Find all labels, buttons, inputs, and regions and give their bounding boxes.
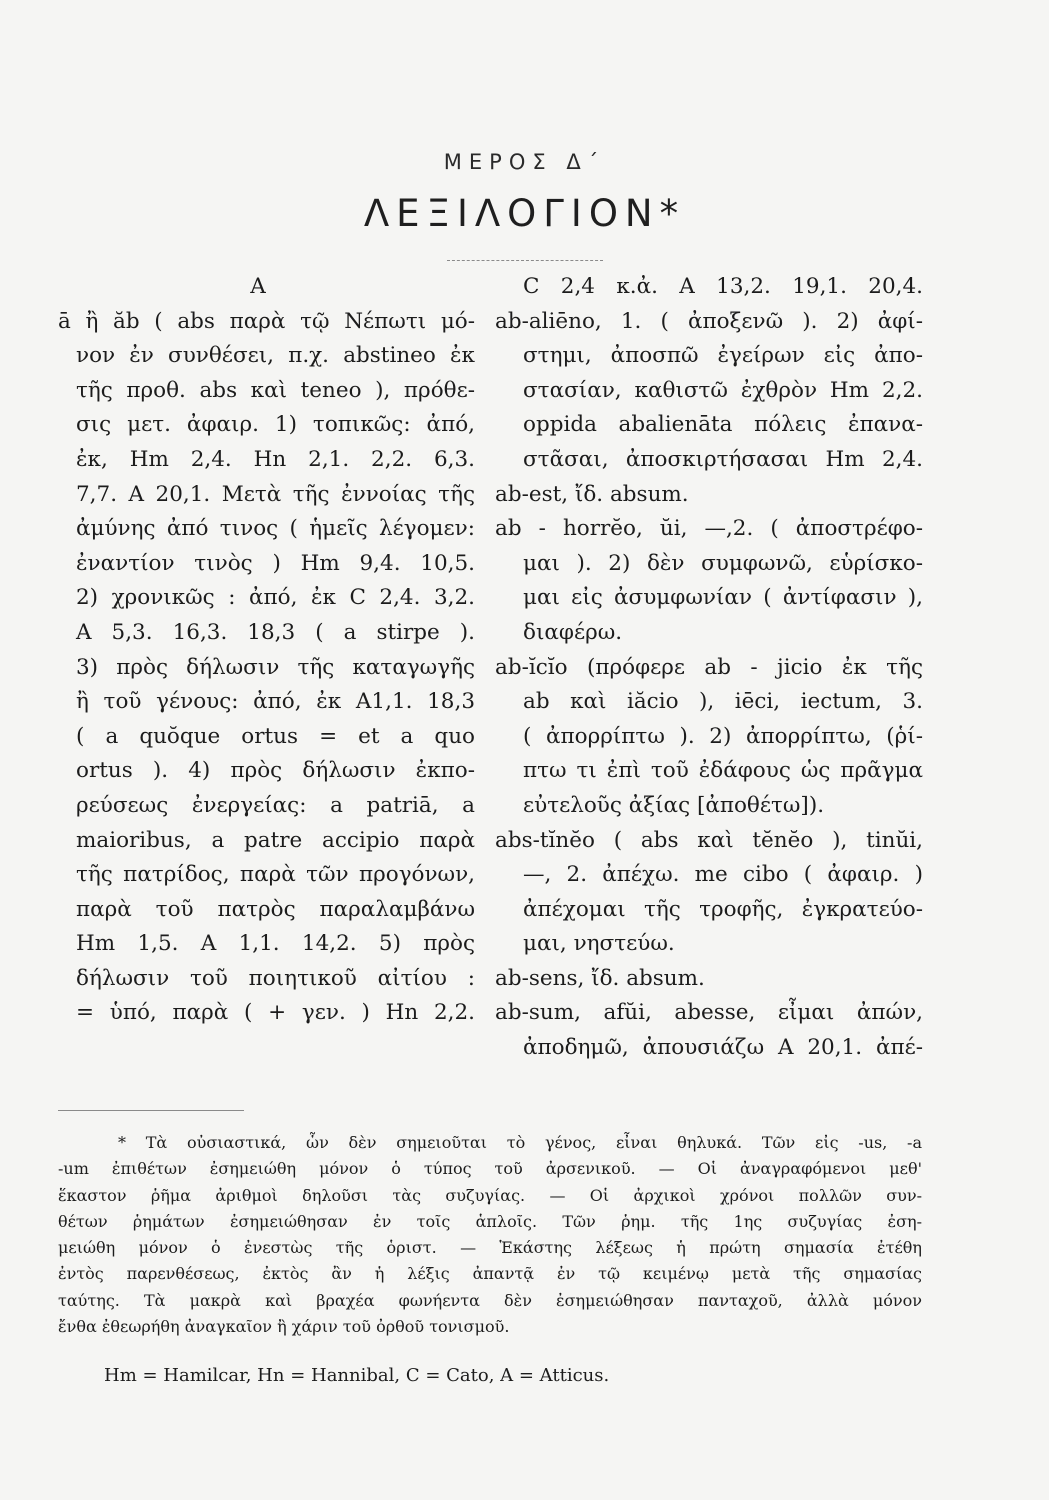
part-title: ΜΕΡΟΣ Δ΄ xyxy=(443,150,606,174)
footnote-line: * Τὰ οὐσιαστικά, ὧν δὲν σημειοῦται τὸ γένος, εἶναι θηλυκά. Τῶν εἰς -us, -a xyxy=(118,1133,922,1152)
entry-line: μαι ). 2) δὲν συμφωνῶ, εὑρίσκο- xyxy=(523,550,923,576)
abbreviations-line: Hm = Hamilcar, Hn = Hannibal, C = Cato, A = Atticus. xyxy=(104,1365,610,1386)
left-column xyxy=(58,270,475,1031)
entry-line: A 5,3. 16,3. 18,3 ( a stirpe ). xyxy=(76,619,475,645)
footnote-line: ἔνθα ἐθεωρήθη ἀναγκαῖον ἢ χάριν τοῦ ὀρθοῦ τονισμοῦ. xyxy=(58,1317,510,1337)
title-divider xyxy=(447,260,603,261)
footnote-line: ἐντὸς παρενθέσεως, ἐκτὸς ἂν ἡ λέξις ἀπαντᾷ ἐν τῷ κειμένῳ μετὰ τῆς σημασίας xyxy=(58,1264,922,1284)
footnote-line: -um ἐπιθέτων ἐσημειώθη μόνον ὁ τύπος τοῦ ἀρσενικοῦ. — Οἱ ἀναγραφόμενοι μεθ' xyxy=(58,1159,922,1179)
entry-line: μαι, νηστεύω. xyxy=(523,931,675,957)
entry-line: abs-tĭnĕo ( abs καὶ tĕnĕo ), tinŭi, xyxy=(495,827,923,853)
entry-line: στᾶσαι, ἀποσκιρτήσασαι Hm 2,4. xyxy=(523,446,923,472)
footnote-line: ἕκαστον ῥῆμα ἀριθμοὶ δηλοῦσι τὰς συζυγίας. — Οἱ ἀρχικοὶ χρόνοι πολλῶν συν- xyxy=(58,1185,922,1205)
entry-line: ρεύσεως ἐνεργείας: a patriā, a xyxy=(76,792,475,818)
entry-line: νον ἐν συνθέσει, π.χ. abstineo ἐκ xyxy=(76,343,475,369)
entry-line: ortus ). 4) πρὸς δήλωσιν ἐκπο- xyxy=(76,758,475,784)
entry-line: ab-sum, afŭi, abesse, εἶμαι ἀπών, xyxy=(495,1000,923,1026)
entry-line: = ὑπό, παρὰ ( + γεν. ) Hn 2,2. xyxy=(76,1000,475,1026)
entry-line: δήλωσιν τοῦ ποιητικοῦ αἰτίου : xyxy=(76,965,475,991)
entry-line: ā ἢ ăb ( abs παρὰ τῷ Νέπωτι μό- xyxy=(58,308,475,334)
entry-line: ἀπέχομαι τῆς τροφῆς, ἐγκρατεύο- xyxy=(523,896,923,922)
entry-line: ἀμύνης ἀπό τινος ( ἡμεῖς λέγομεν: xyxy=(76,516,475,542)
entry-line: ἀποδημῶ, ἀπουσιάζω A 20,1. ἀπέ- xyxy=(523,1035,923,1061)
entry-line: ἐκ, Hm 2,4. Hn 2,1. 2,2. 6,3. xyxy=(76,446,475,472)
entry-line: 3) πρὸς δήλωσιν τῆς καταγωγῆς xyxy=(76,654,475,680)
entry-line: 2) χρονικῶς : ἀπό, ἐκ C 2,4. 3,2. xyxy=(76,585,475,611)
footnote-line: μειώθη μόνον ὁ ἐνεστὼς τῆς ὁριστ. — Ἑκάστης λέξεως ἡ πρώτη σημασία ἐτέθη xyxy=(58,1238,922,1258)
letter-heading: Α xyxy=(250,274,266,299)
entry-line: παρὰ τοῦ πατρὸς παραλαμβάνω xyxy=(76,896,475,922)
entry-line: —, 2. ἀπέχω. me cibo ( ἀφαιρ. ) xyxy=(523,862,923,888)
entry-line: 7,7. A 20,1. Μετὰ τῆς ἐννοίας τῆς xyxy=(76,481,475,507)
entry-line: τῆς πατρίδος, παρὰ τῶν προγόνων, xyxy=(76,862,475,888)
entry-line: πτω τι ἐπὶ τοῦ ἐδάφους ὡς πρᾶγμα xyxy=(523,758,923,784)
footnote-line: θέτων ῥημάτων ἐσημειώθησαν ἐν τοῖς ἁπλοῖς. Τῶν ῥημ. τῆς 1ης συζυγίας ἐση- xyxy=(58,1211,922,1231)
entry-line: ab καὶ iăcio ), iēci, iectum, 3. xyxy=(523,689,923,715)
entry-line: μαι εἰς ἀσυμφωνίαν ( ἀντίφασιν ), xyxy=(523,585,923,611)
entry-line: C 2,4 κ.ἀ. A 13,2. 19,1. 20,4. xyxy=(523,274,923,299)
entry-line: ( ἀπορρίπτω ). 2) ἀπορρίπτω, (ῥί- xyxy=(523,723,923,749)
entry-line: εὐτελοῦς ἀξίας [ἀποθέτω]). xyxy=(523,792,825,818)
entry-line: σις μετ. ἀφαιρ. 1) τοπικῶς: ἀπό, xyxy=(76,412,475,438)
entry-line: ( a quŏque ortus = et a quo xyxy=(76,723,475,749)
entry-line: ab - horrĕo, ŭi, —,2. ( ἀποστρέφο- xyxy=(495,516,923,542)
entry-line: Hm 1,5. A 1,1. 14,2. 5) πρὸς xyxy=(76,931,475,957)
entry-line: ab-ĭcĭo (πρόφερε ab - jicio ἐκ τῆς xyxy=(495,654,923,680)
entry-line: oppida abalienāta πόλεις ἐπανα- xyxy=(523,412,923,438)
footnote-divider xyxy=(58,1110,244,1111)
entry-line: ab-est, ἴδ. absum. xyxy=(495,481,689,507)
entry-line: στημι, ἀποσπῶ ἐγείρων εἰς ἀπο- xyxy=(523,343,923,369)
right-column xyxy=(495,270,923,1066)
entry-line: τῆς προθ. abs καὶ teneo ), πρόθε- xyxy=(76,377,475,403)
entry-line: διαφέρω. xyxy=(523,619,623,645)
entry-line: ab-aliēno, 1. ( ἀποξενῶ ). 2) ἀφί- xyxy=(495,308,923,334)
entry-line: ab-sens, ἴδ. absum. xyxy=(495,965,705,991)
footnote xyxy=(58,1130,922,1340)
entry-line: maioribus, a patre accipio παρὰ xyxy=(76,827,475,853)
entry-line: στασίαν, καθιστῶ ἐχθρὸν Hm 2,2. xyxy=(523,377,923,403)
page-title: ΛΕΞΙΛΟΓΙΟΝ* xyxy=(363,192,686,235)
footnote-line: ταύτης. Τὰ μακρὰ καὶ βραχέα φωνήεντα δὲν ἐσημειώθησαν πανταχοῦ, ἀλλὰ μόνον xyxy=(58,1290,922,1310)
entry-line: ἐναντίον τινὸς ) Hm 9,4. 10,5. xyxy=(76,550,475,576)
entry-line: ἢ τοῦ γένους: ἀπό, ἐκ A1,1. 18,3 xyxy=(76,689,475,715)
